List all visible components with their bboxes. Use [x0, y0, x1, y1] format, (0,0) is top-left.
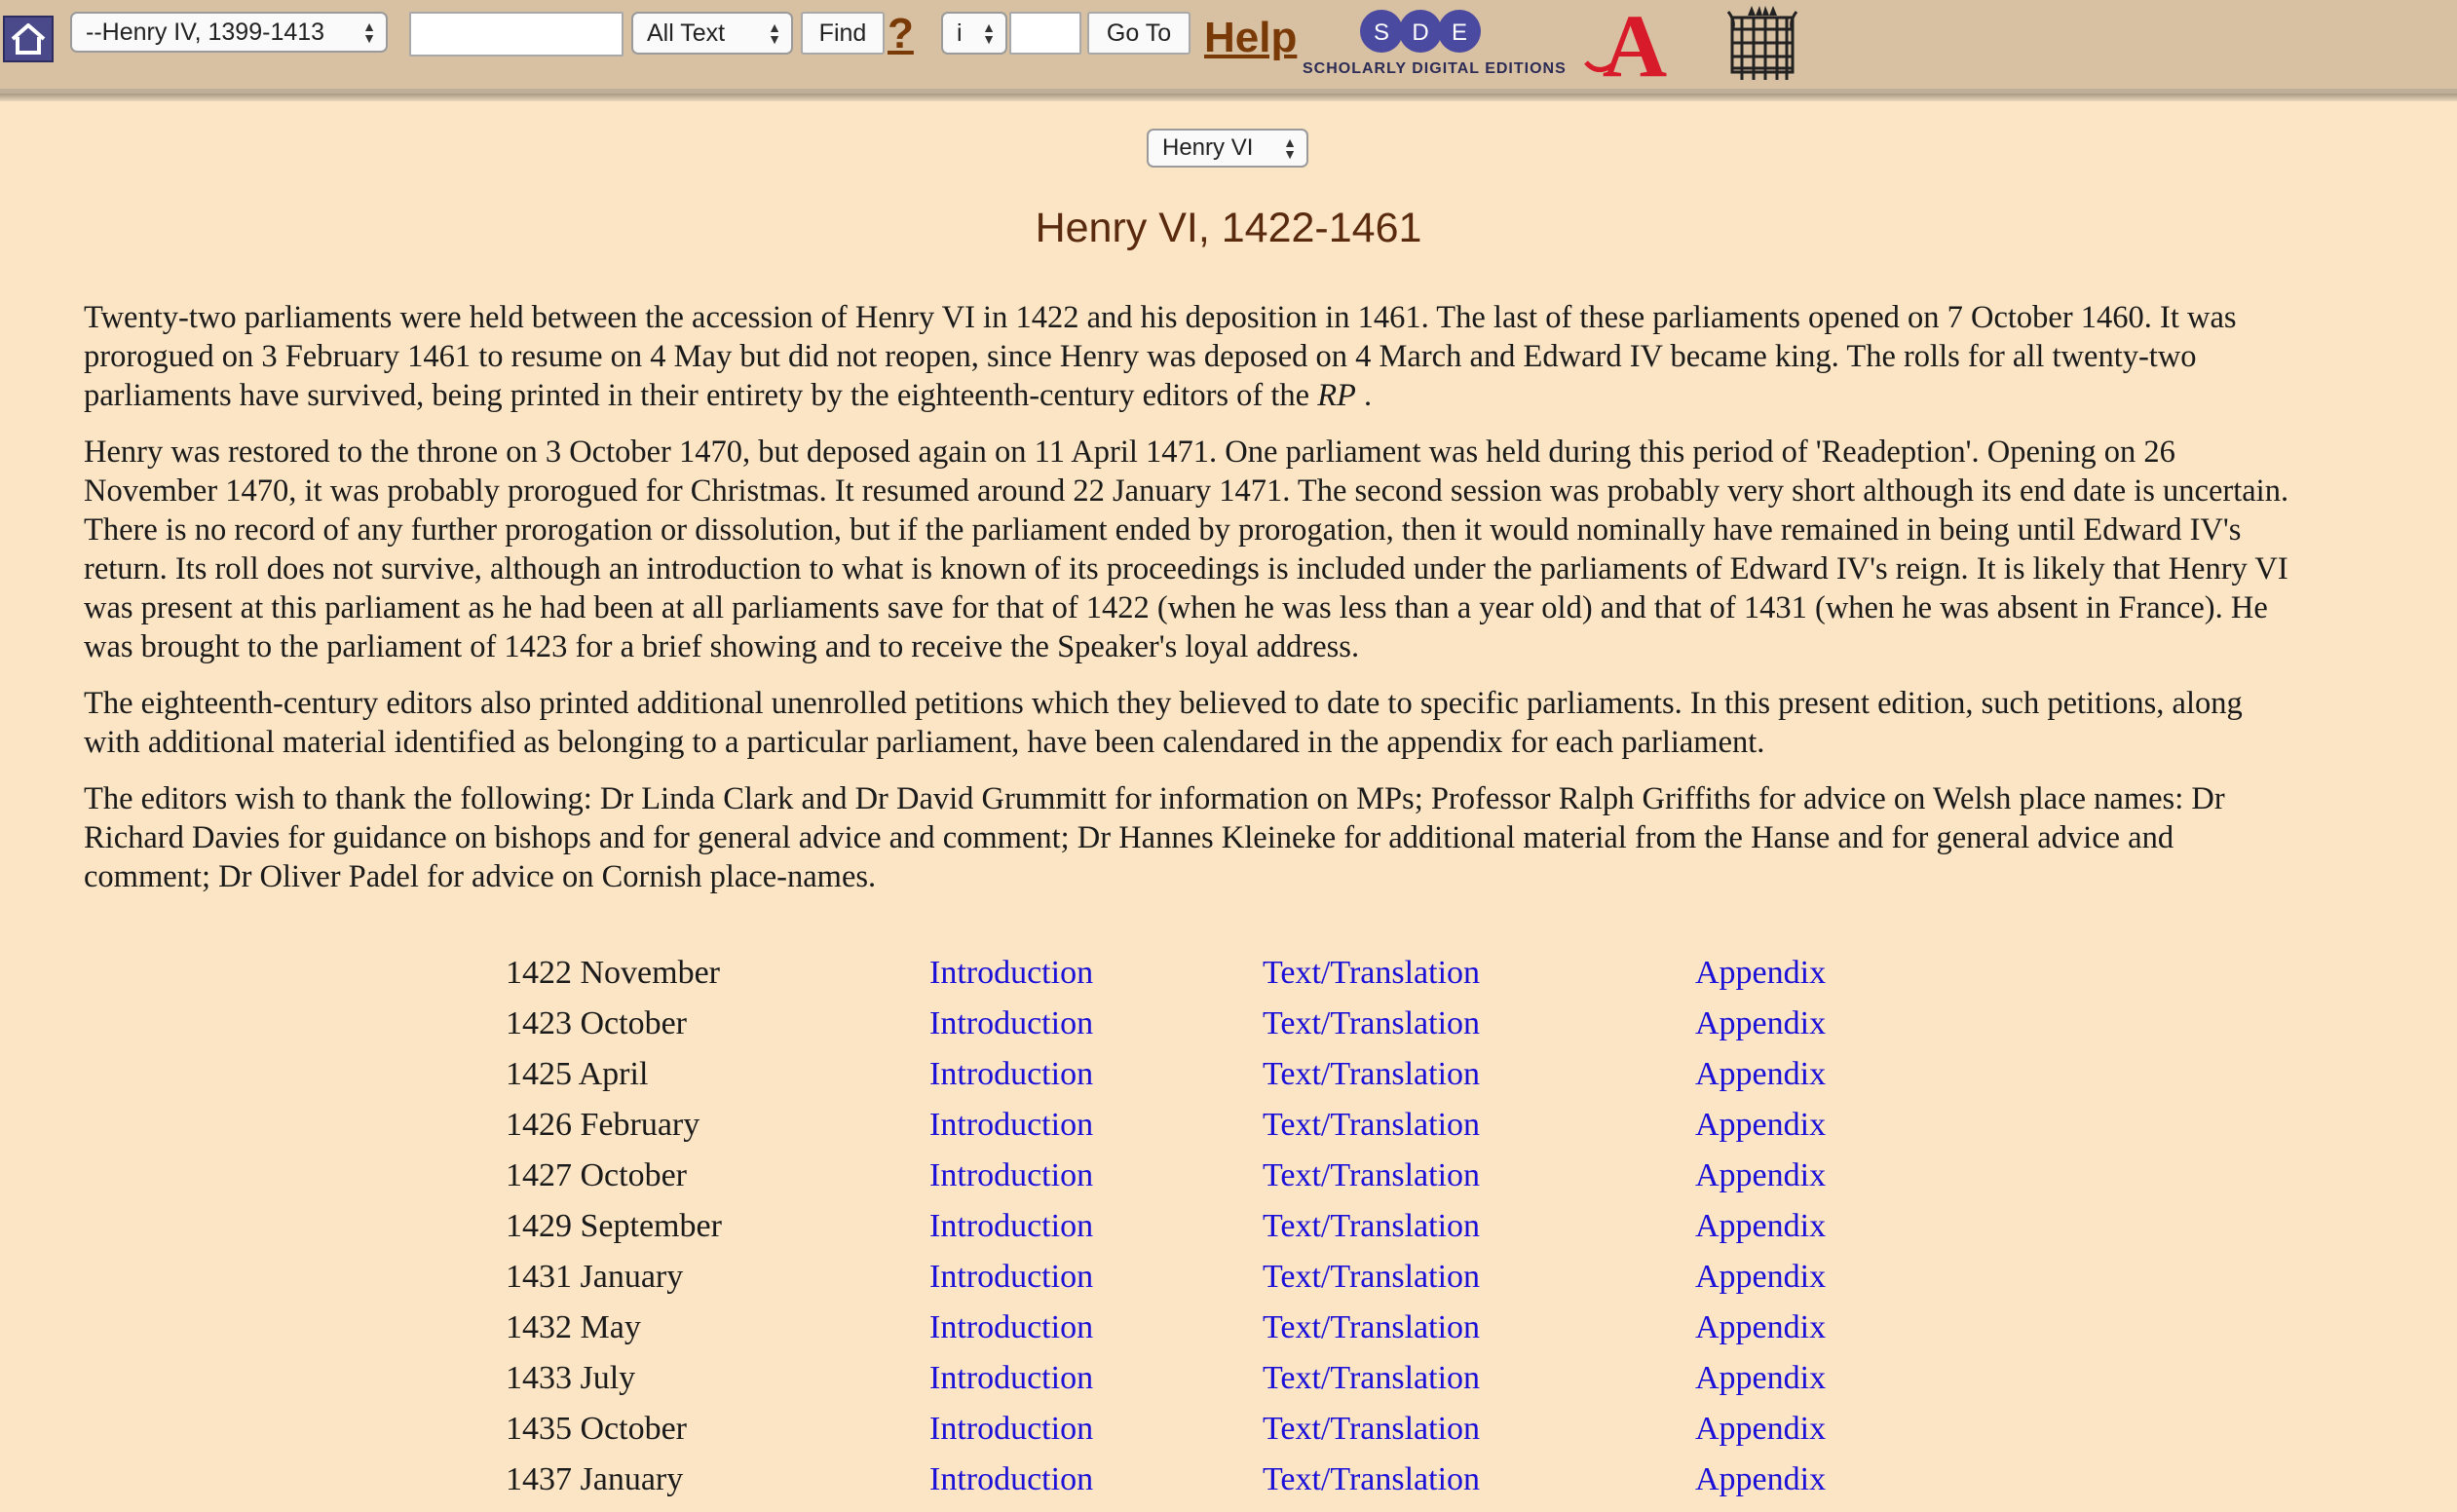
- introduction-link[interactable]: Introduction: [929, 955, 1094, 991]
- reign-select-value: Henry VI: [1162, 134, 1254, 161]
- parliament-row: [0, 1208, 2457, 1259]
- parliament-list: [0, 955, 2457, 1512]
- parliament-date: 1433 July: [506, 1360, 636, 1396]
- sde-letter-s: S: [1373, 19, 1390, 46]
- intro-text: [84, 298, 2295, 914]
- goto-type-value: i: [957, 19, 963, 47]
- parliament-date: 1425 April: [506, 1056, 649, 1092]
- paragraph-text: Twenty-two parliaments were held between the accession of Henry VI in 1422 and his deposition in 1461. The last of these parliaments opened on 7 October 1460. It was prorogued on 3 February 1461 to resume on 4 May but did not reopen, since Henry was deposed on 4 March and Edward IV became king. The rolls for all twenty-two parliaments have survived, being printed in their entirety by the eighteenth-century editors of the: [84, 300, 2237, 413]
- introduction-link[interactable]: Introduction: [929, 1056, 1094, 1092]
- text-translation-link[interactable]: Text/Translation: [1263, 1107, 1481, 1143]
- parliament-date: 1427 October: [506, 1157, 688, 1193]
- text-translation-link[interactable]: Text/Translation: [1263, 1157, 1481, 1193]
- goto-button[interactable]: Go To: [1087, 12, 1191, 55]
- parliament-date: 1426 February: [506, 1107, 700, 1143]
- parliament-row: [0, 1107, 2457, 1157]
- text-translation-link[interactable]: Text/Translation: [1263, 1005, 1481, 1041]
- page-title: Henry VI, 1422-1461: [1035, 205, 1422, 251]
- appendix-link[interactable]: Appendix: [1695, 1411, 1827, 1447]
- appendix-link[interactable]: Appendix: [1695, 1056, 1827, 1092]
- parliament-date: 1429 September: [506, 1208, 722, 1244]
- parliament-row: [0, 955, 2457, 1005]
- appendix-link[interactable]: Appendix: [1695, 1157, 1827, 1193]
- introduction-link[interactable]: Introduction: [929, 1208, 1094, 1244]
- dropdown-arrows-icon: ▲ ▼: [362, 19, 376, 46]
- introduction-link[interactable]: Introduction: [929, 1259, 1094, 1295]
- appendix-link[interactable]: Appendix: [1695, 1107, 1827, 1143]
- text-translation-link[interactable]: Text/Translation: [1263, 1360, 1481, 1396]
- text-translation-link[interactable]: Text/Translation: [1263, 955, 1481, 991]
- dropdown-arrows-icon: ▲ ▼: [768, 19, 781, 47]
- sde-caption: SCHOLARLY DIGITAL EDITIONS: [1303, 60, 1567, 77]
- text-translation-link[interactable]: Text/Translation: [1263, 1461, 1481, 1497]
- sde-letter-e: E: [1451, 19, 1468, 46]
- parliament-date: 1435 October: [506, 1411, 688, 1447]
- parliament-row: [0, 1259, 2457, 1309]
- dropdown-arrows-icon: ▲ ▼: [982, 19, 996, 47]
- parliament-row: [0, 1056, 2457, 1107]
- parliament-date: 1423 October: [506, 1005, 688, 1041]
- home-button[interactable]: [3, 16, 54, 62]
- introduction-link[interactable]: Introduction: [929, 1005, 1094, 1041]
- find-button[interactable]: Find: [801, 12, 885, 55]
- intro-paragraph: [84, 298, 2295, 415]
- parliament-date: 1431 January: [506, 1259, 684, 1295]
- paragraph-tail: .: [1355, 378, 1373, 413]
- reign-dropdown[interactable]: [70, 12, 388, 53]
- intro-paragraph: The editors wish to thank the following: Dr Linda Clark and Dr David Grummitt for information on MPs; Professor Ralph Griffiths for advice on Welsh place names: Dr Richard Davies for guidance on bishops and for general advice and comment; Dr Hannes Kleineke for additional material from the Hanse and for general advice and comment; Dr Oliver Padel for advice on Cornish place-names.: [84, 781, 2225, 894]
- appendix-link[interactable]: Appendix: [1695, 1208, 1827, 1244]
- appendix-link[interactable]: Appendix: [1695, 1259, 1827, 1295]
- introduction-link[interactable]: Introduction: [929, 1360, 1094, 1396]
- parliament-row: [0, 1005, 2457, 1056]
- goto-type-dropdown[interactable]: [941, 12, 1007, 55]
- a-logo-letter: A: [1602, 2, 1668, 84]
- text-translation-link[interactable]: Text/Translation: [1263, 1259, 1481, 1295]
- reign-dropdown-value: --Henry IV, 1399-1413: [86, 18, 325, 46]
- search-scope-dropdown[interactable]: [631, 12, 793, 55]
- dropdown-arrows-icon: ▲ ▼: [1283, 134, 1297, 162]
- text-translation-link[interactable]: Text/Translation: [1263, 1056, 1481, 1092]
- anderson-a-logo[interactable]: [1578, 2, 1691, 84]
- appendix-link[interactable]: Appendix: [1695, 1461, 1827, 1497]
- parliament-row: [0, 1461, 2457, 1512]
- parliament-row: [0, 1360, 2457, 1411]
- parliament-date: 1422 November: [506, 955, 721, 991]
- search-help-link[interactable]: ?: [888, 10, 914, 57]
- parliament-row: [0, 1309, 2457, 1360]
- toolbar-divider: [0, 94, 2457, 101]
- parliament-date: 1432 May: [506, 1309, 641, 1345]
- parliament-row: [0, 1157, 2457, 1208]
- appendix-link[interactable]: Appendix: [1695, 1005, 1827, 1041]
- intro-paragraph: Henry was restored to the throne on 3 October 1470, but deposed again on 11 April 1471. One parliament was held during this period of 'Readeption'. Opening on 26 November 1470, it was probably prorogued for Christmas. It resumed around 22 January 1471. The second session was probably very short although its end date is uncertain. There is no record of any further prorogation or dissolution, but if the parliament ended by prorogation, then it would nominally have remained in being until Edward IV's return. Its roll does not survive, although an introduction to what is known of its proceedings is included under the parliaments of Edward IV's reign. It is likely that Henry VI was present at this parliament as he had been at all parliaments save for that of 1422 (when he was less than a year old) and that of 1431 (when he was absent in France). He was brought to the parliament of 1423 for a brief showing and to receive the Speaker's loyal address.: [84, 435, 2289, 664]
- introduction-link[interactable]: Introduction: [929, 1411, 1094, 1447]
- appendix-link[interactable]: Appendix: [1695, 955, 1827, 991]
- rp-abbreviation: RP: [1317, 378, 1356, 413]
- intro-paragraph: The eighteenth-century editors also printed additional unenrolled petitions which they believed to date to specific parliaments. In this present edition, such petitions, along with additional material identified as belonging to a particular parliament, have been calendared in the appendix for each parliament.: [84, 686, 2243, 760]
- parliament-date: 1437 January: [506, 1461, 684, 1497]
- goto-input[interactable]: [1009, 12, 1081, 55]
- text-translation-link[interactable]: Text/Translation: [1263, 1309, 1481, 1345]
- introduction-link[interactable]: Introduction: [929, 1107, 1094, 1143]
- search-input[interactable]: [409, 12, 624, 57]
- text-translation-link[interactable]: Text/Translation: [1263, 1208, 1481, 1244]
- text-translation-link[interactable]: Text/Translation: [1263, 1411, 1481, 1447]
- search-scope-value: All Text: [647, 19, 726, 47]
- introduction-link[interactable]: Introduction: [929, 1461, 1094, 1497]
- introduction-link[interactable]: Introduction: [929, 1157, 1094, 1193]
- appendix-link[interactable]: Appendix: [1695, 1360, 1827, 1396]
- parliament-row: [0, 1411, 2457, 1461]
- reign-select-dropdown[interactable]: [1147, 129, 1308, 168]
- introduction-link[interactable]: Introduction: [929, 1309, 1094, 1345]
- home-icon: [9, 21, 48, 57]
- portcullis-icon[interactable]: [1726, 2, 1798, 86]
- help-link[interactable]: Help: [1204, 14, 1298, 61]
- sde-letter-d: D: [1412, 19, 1429, 46]
- toolbar: [0, 0, 2457, 94]
- appendix-link[interactable]: Appendix: [1695, 1309, 1827, 1345]
